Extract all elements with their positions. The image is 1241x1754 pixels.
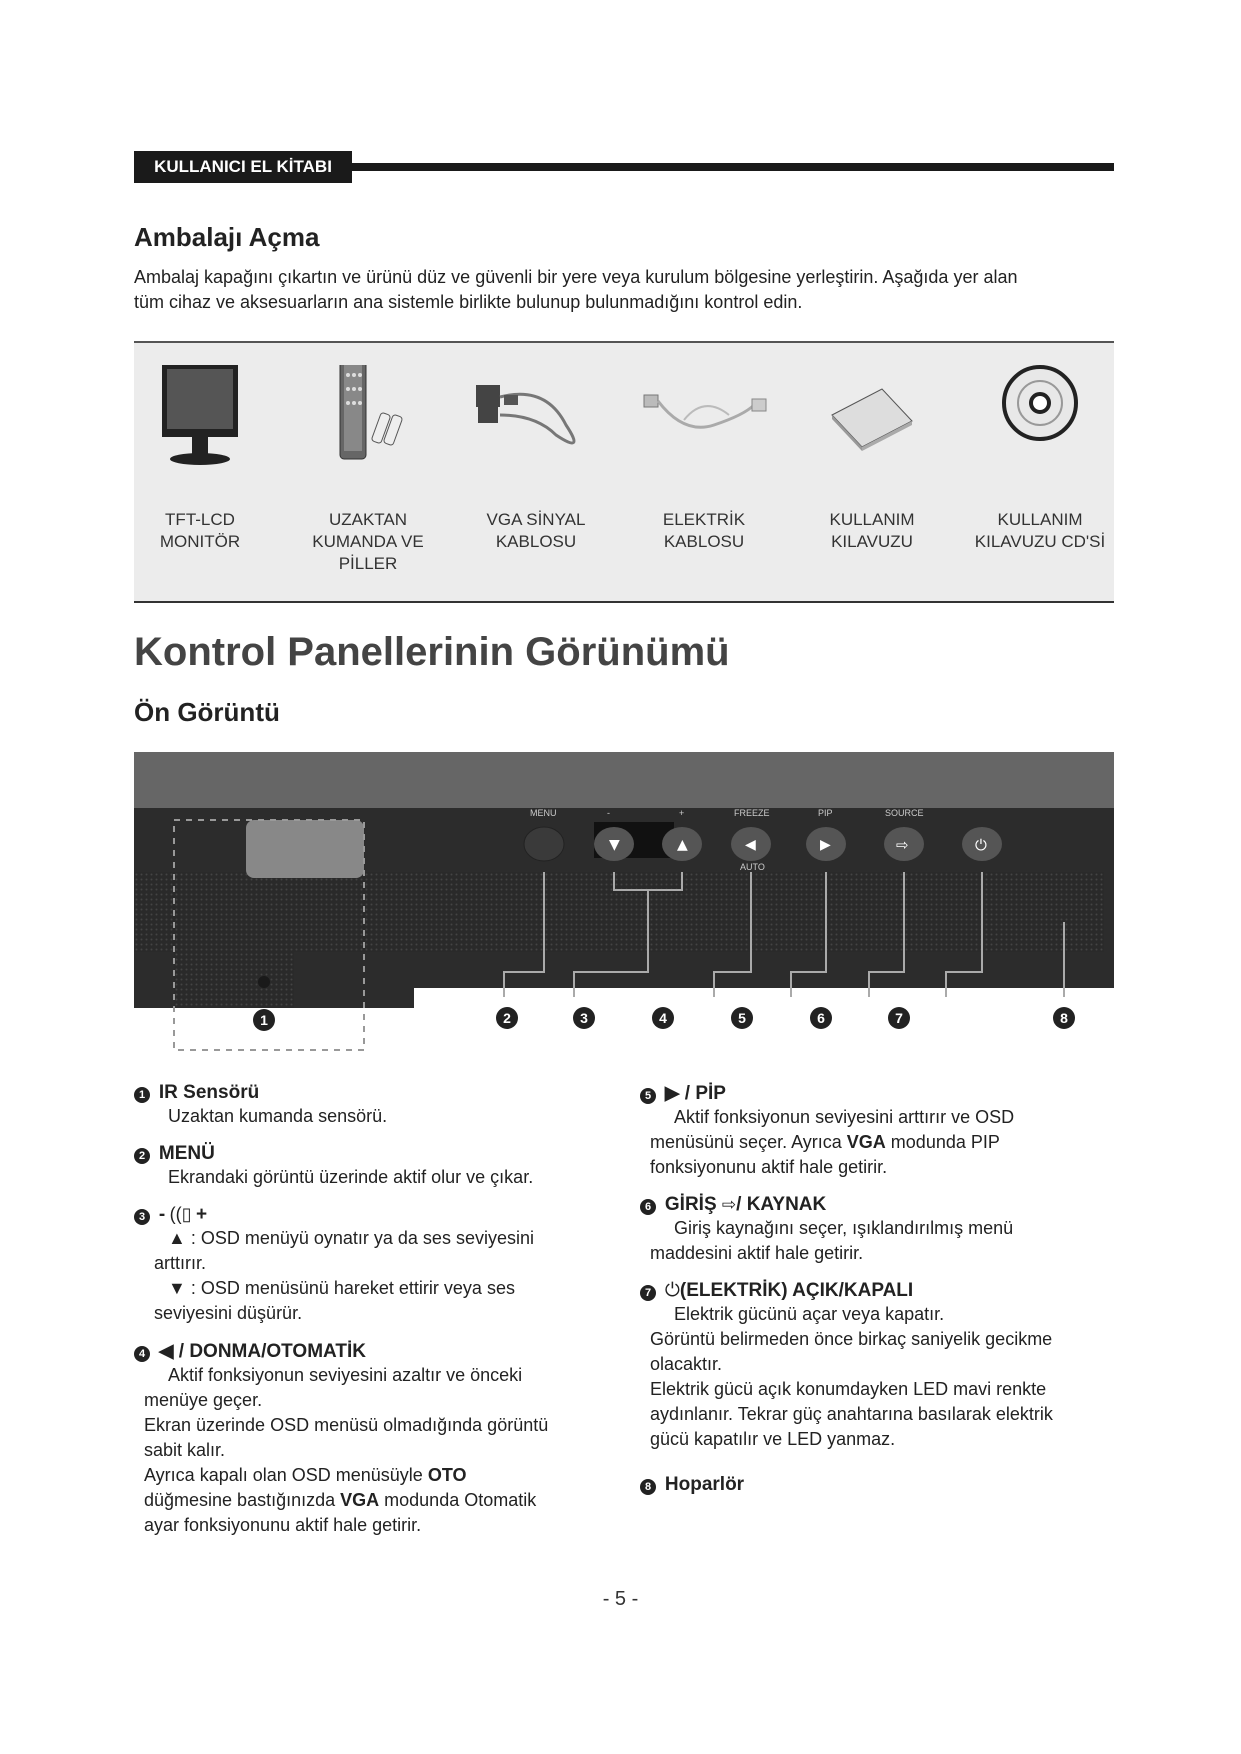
accessory-label: KULLANIM KILAVUZU CD'Sİ [974, 510, 1106, 551]
accessory-label: ELEKTRİK KABLOSU [662, 510, 746, 551]
callout-1: 1 [260, 1012, 268, 1028]
desc-speaker: 8 Hoparlör [640, 1474, 1110, 1496]
label-pip: PIP [818, 808, 833, 818]
section-subtitle-front: Ön Görüntü [134, 697, 280, 727]
unpack-intro-line2: tüm cihaz ve aksesuarların ana sistemle birlikte bulunup bulunmadığını kontrol edin. [134, 292, 803, 312]
accessory-label: UZAKTAN KUMANDA VE PİLLER [312, 510, 424, 573]
accessory-label: KULLANIM KILAVUZU [829, 510, 915, 551]
callout-6: 6 [817, 1010, 825, 1026]
unpack-intro-line1: Ambalaj kapağını çıkartın ve ürünü düz ve güvenli bir yere veya kurulum bölgesine yerleştirin. Aşağıda yer alan [134, 267, 1018, 287]
descriptions-right [640, 1082, 1110, 1496]
desc-num: 1 [134, 1087, 150, 1103]
svg-text:▼: ▼ [609, 837, 620, 853]
label-auto: AUTO [740, 862, 765, 872]
svg-text:▶: ▶ [820, 837, 831, 853]
unpack-intro [134, 265, 1124, 315]
power-cable-icon [624, 365, 784, 475]
desc-volume: 3 - ((▯ + ▲ : OSD menüyü oynatır ya da ses seviyesini arttırır. ▼ : OSD menüsünü hareket ettirir veya ses seviyesini düşürür. [134, 1204, 594, 1326]
header-tab: KULLANICI EL KİTABI [134, 151, 352, 183]
desc-power: 7 ⏻(ELEKTRİK) AÇIK/KAPALI Elektrik gücünü açar veya kapatır. Görüntü belirmeden önce birkaç saniyelik gecikme olacaktır. Elektrik gücü açık konumdayken LED mavi renkte aydınlanır. Tekrar güç anahtarına basılarak elektrik gücü kapatılır ve LED yanmaz. [640, 1280, 1110, 1452]
callout-3: 3 [580, 1010, 588, 1026]
manual-icon [792, 365, 952, 475]
accessory-label: TFT-LCD MONITÖR [159, 510, 241, 551]
section-title-unpack: Ambalajı Açma [134, 222, 320, 252]
callout-2: 2 [503, 1010, 511, 1026]
section-title-controls: Kontrol Panellerinin Görünümü [134, 630, 730, 674]
descriptions-left [134, 1082, 594, 1538]
desc-title: IR Sensörü [158, 1082, 260, 1103]
accessories-box [134, 341, 1114, 603]
monitor-icon [120, 365, 280, 475]
desc-source: 6 GİRİŞ ⇨/ KAYNAK Giriş kaynağını seçer, ışıklandırılmış menü maddesini aktif hale getirir. [640, 1194, 1110, 1266]
callout-8: 8 [1060, 1010, 1068, 1026]
svg-text:⏻: ⏻ [975, 836, 987, 854]
source-icon: ⇨ [721, 1195, 737, 1214]
svg-text:▲: ▲ [677, 837, 688, 853]
svg-text:+: + [679, 808, 685, 818]
speaker-icon: ((▯ [169, 1204, 192, 1224]
accessory-label: VGA SİNYAL KABLOSU [486, 510, 586, 551]
front-panel-diagram [134, 752, 1114, 1052]
page-number: - 5 - [602, 1588, 639, 1610]
callout-4: 4 [659, 1010, 667, 1026]
menu-button [524, 827, 564, 861]
callout-5: 5 [738, 1010, 746, 1026]
desc-pip: 5 ▶ / PİP Aktif fonksiyonun seviyesini arttırır ve OSD menüsünü seçer. Ayrıca VGA modunda PIP fonksiyonunu aktif hale getirir. [640, 1082, 1110, 1180]
label-menu: MENU [530, 808, 557, 818]
callout-7: 7 [895, 1010, 903, 1026]
cd-icon [960, 365, 1120, 475]
svg-text:⇨: ⇨ [896, 836, 909, 854]
remote-icon [288, 365, 448, 475]
vga-cable-icon [456, 365, 616, 475]
svg-text:◀: ◀ [745, 837, 756, 853]
desc-freeze-auto: 4 ◀ / DONMA/OTOMATİK Aktif fonksiyonun seviyesini azaltır ve önceki menüye geçer. Ekran üzerinde OSD menüsü olmadığında görüntü sabit kalır. Ayrıca kapalı olan OSD menüsüyle OTO düğmesine bastığınızda VGA modunda Otomatik ayar fonksiyonunu aktif hale getirir. [134, 1340, 594, 1538]
svg-text:-: - [607, 808, 610, 818]
desc-menu: 2 MENÜ Ekrandaki görüntü üzerinde aktif olur ve çıkar. [134, 1143, 594, 1190]
label-freeze: FREEZE [734, 808, 770, 818]
desc-ir-sensor: 1 IR Sensörü Uzaktan kumanda sensörü. [134, 1082, 594, 1129]
label-source: SOURCE [885, 808, 924, 818]
power-icon: ⏻ [664, 1280, 680, 1301]
